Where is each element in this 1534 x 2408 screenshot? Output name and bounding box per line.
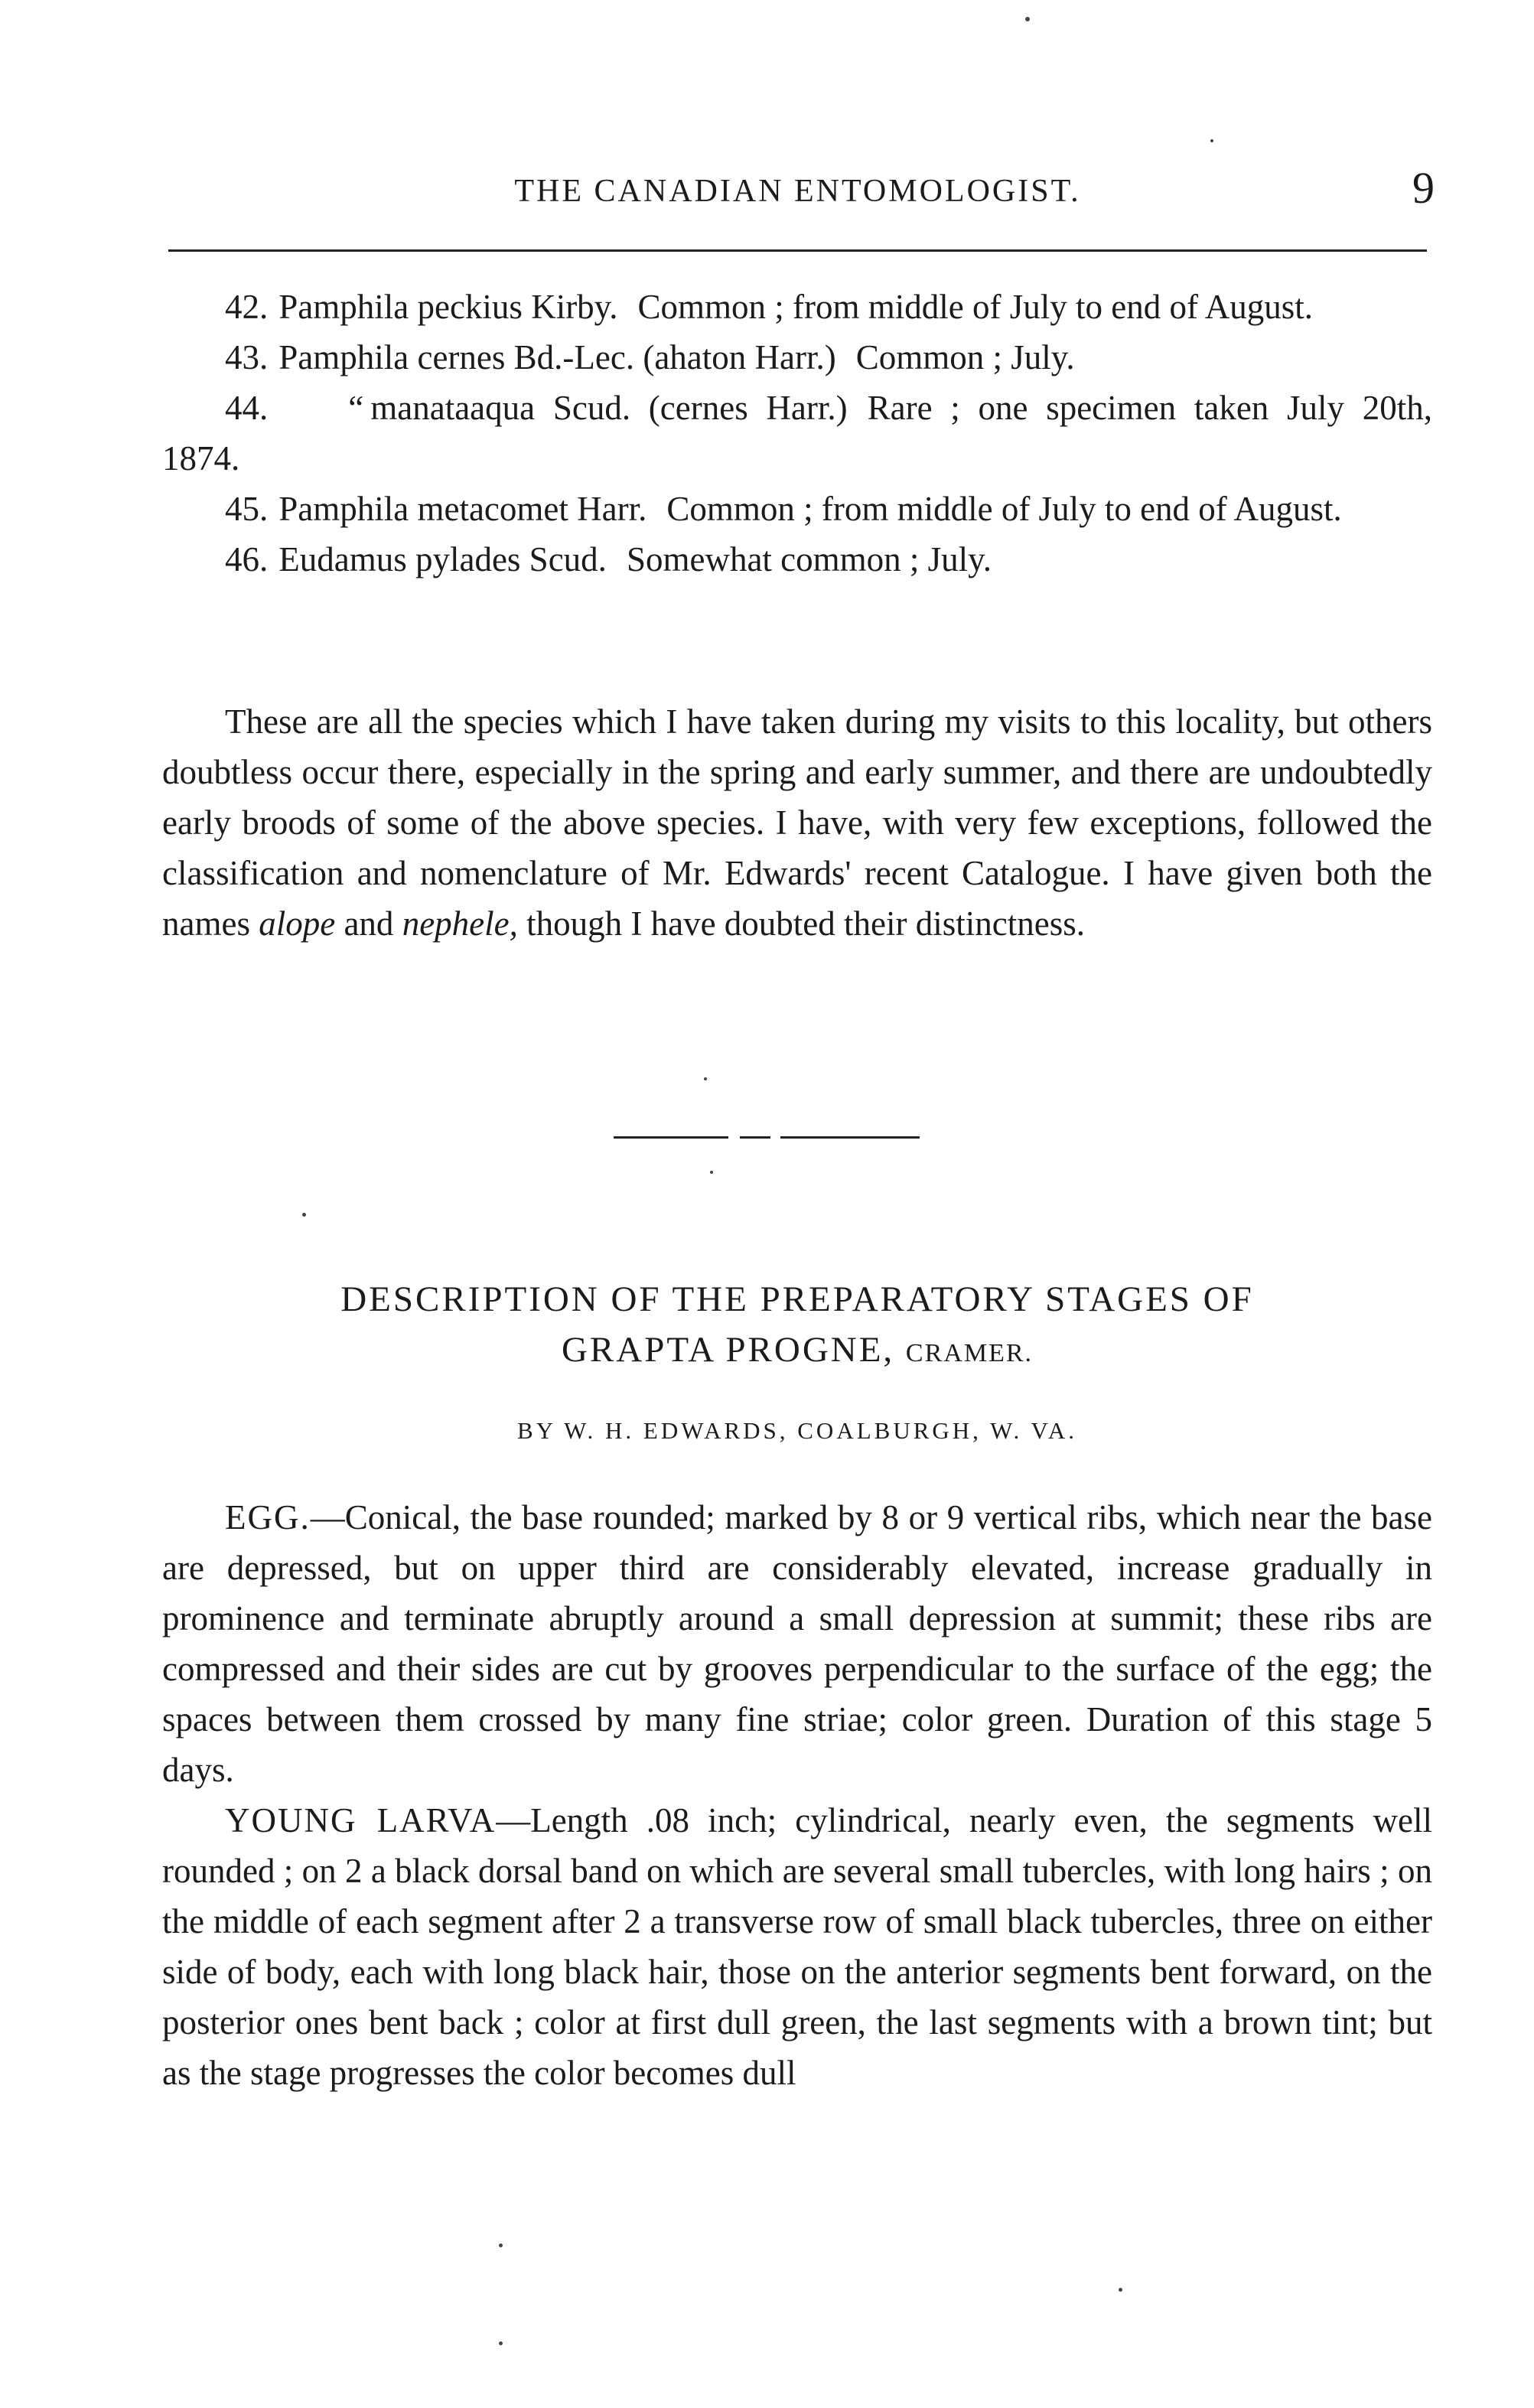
list-item [162,282,1432,332]
closing-paragraph [162,696,1432,949]
header-rule [168,249,1427,252]
byline: BY W. H. EDWARDS, COALBURGH, W. VA. [517,1417,1077,1444]
title-line: DESCRIPTION OF THE PREPARATORY STAGES OF [340,1279,1254,1319]
section-divider [614,1136,920,1139]
paragraph-text: and [344,904,394,943]
species-name: manataaqua Scud. (cernes Harr.) [370,389,848,427]
page-number: 9 [1412,163,1435,213]
print-speck [710,1171,713,1174]
species-name: Eudamus pylades Scud. [278,540,607,578]
species-name: Pamphila peckius Kirby. [278,288,618,326]
article-body [162,1492,1432,2098]
page-header [161,162,1435,216]
item-number: 43. [225,338,269,376]
print-speck [1210,139,1213,142]
title-species: GRAPTA PROGNE, [561,1330,895,1370]
egg-paragraph [162,1492,1432,1795]
paragraph-text: —Conical, the base rounded; marked by 8 or 9 vertical ribs, which near the base are depressed, but on upper third are considerably elevated, increase gradually in prominence and terminate abruptly around a small depression at summit; these ribs are compressed and their sides are cut by grooves perpendicular to the surface of the egg; the spaces between them crossed by many fine striae; color green. Duration of this stage 5 days. [162,1498,1432,1789]
list-item [162,534,1432,585]
item-number: 45. [225,490,269,528]
print-speck [499,2243,503,2247]
list-item [162,484,1432,534]
species-name-italic: alope [259,904,336,943]
paragraph-text: —Length .08 inch; cylindrical, nearly even, the segments well rounded ; on 2 a black dorsal band on which are several small tubercles, with long hairs ; on the middle of each segment after 2 a transverse row of small black tubercles, three on either side of body, each with long black hair, those on the anterior segments bent forward, on the posterior ones bent back ; color at first dull green, the last segments with a brown tint; but as the stage progresses the color becomes dull [162,1801,1432,2092]
print-speck [1025,17,1030,21]
title-author: CRAMER. [905,1339,1034,1367]
item-number: 42. [225,288,269,326]
species-note: Rare ; one specimen taken July 20th, 1874. [162,389,1433,477]
item-number: 44. [225,389,269,427]
list-item [162,332,1432,383]
section-label: YOUNG LARVA [225,1801,497,1839]
list-item [162,383,1432,484]
running-title: THE CANADIAN ENTOMOLOGIST. [514,174,1081,209]
paragraph-text: These are all the species which I have taken during my visits to this locality, but others doubtless occur there, especially in the spring and early summer, and there are undoubtedly early broods of some of the above species. I have, with very few exceptions, followed the classification and nomenclature of Mr. Edwards' recent Catalogue. I have given both the names [162,702,1432,943]
species-name-italic: nephele, [402,904,518,943]
species-name: Pamphila cernes Bd.-Lec. (ahaton Harr.) [278,338,836,376]
young-larva-paragraph [162,1795,1432,2098]
species-list [162,282,1432,585]
species-name: Pamphila metacomet Harr. [278,490,647,528]
paragraph-text: though I have doubted their distinctness. [526,904,1085,943]
print-speck [704,1077,707,1080]
species-note: Common ; from middle of July to end of August. [666,490,1342,528]
title-line [162,1325,1432,1379]
section-label: EGG. [225,1498,311,1536]
species-note: Common ; from middle of July to end of August. [637,288,1313,326]
print-speck [1119,2288,1122,2292]
print-speck [499,2341,503,2345]
print-speck [302,1213,306,1217]
item-number: 46. [225,540,269,578]
article-title [162,1274,1432,1379]
ditto-mark: “ [348,389,364,427]
paragraph [162,696,1432,949]
species-note: Somewhat common ; July. [626,540,992,578]
species-note: Common ; July. [855,338,1075,376]
